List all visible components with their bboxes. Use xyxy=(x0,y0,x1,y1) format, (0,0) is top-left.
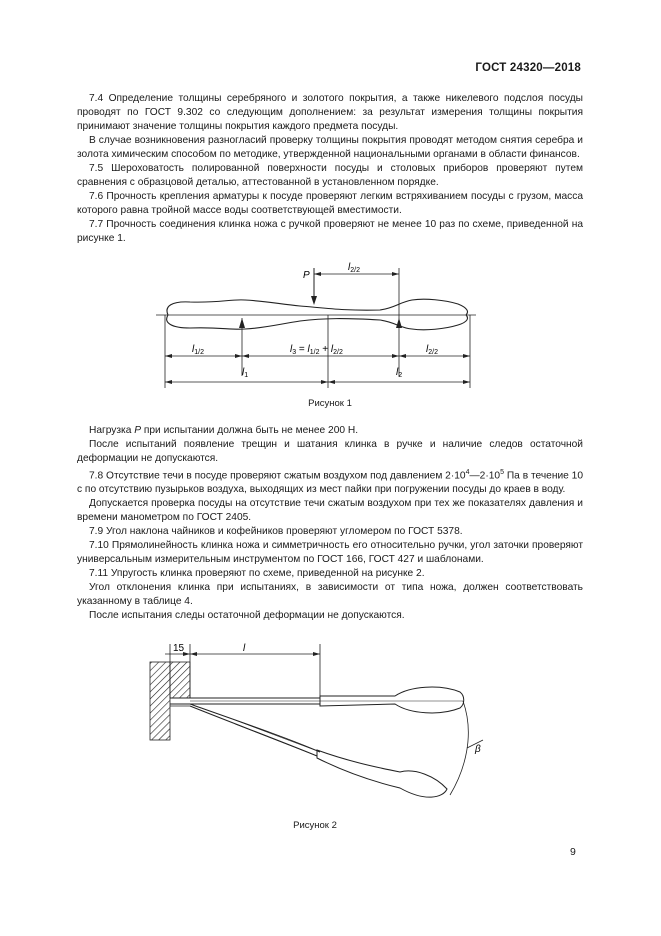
dim-clamp-label: 15 xyxy=(173,643,185,654)
dim-r1-arrow-f xyxy=(463,354,470,358)
dim-top-arrow-right xyxy=(392,272,399,276)
dim-l1-label: $l_1$ xyxy=(242,367,249,379)
dim-r1-arrow-a xyxy=(165,354,172,358)
figure-1-knife-load-diagram xyxy=(150,258,480,390)
text-block-section-1 xyxy=(77,92,583,246)
knife-outline-bottom xyxy=(167,315,468,330)
paragraph-no-deformation: После испытания следы остаточной деформации не допускаются. xyxy=(89,610,405,622)
angle-beta-label: β xyxy=(475,744,481,755)
load-arrowhead xyxy=(311,296,317,305)
dim-r1-arrow-b xyxy=(235,354,242,358)
figure-2-blade-elasticity-diagram xyxy=(145,640,495,815)
paragraph-7-8: 7.8 Отсутствие течи в посуде проверяют сжатым воздухом под давлением $2\cdot 10^4—2\cdot 10^5$ Па в течение 10 с по отсутствию пузырьков воздуха, выходящих из мест пайки при погружении посуды до краев в воду. xyxy=(77,469,583,496)
support-left xyxy=(239,318,245,328)
paragraph-7-4: 7.4 Определение толщины серебряного и золотого покрытия, а также никелевого подслоя посуды проводят по ГОСТ 9.302 со следующим дополнением: за результат измерения толщины покрытия принимают значение толщины покрытия каждого предмета посуды. xyxy=(77,93,583,132)
dim-arrow-l-left xyxy=(190,652,197,656)
deflected-blade xyxy=(190,704,320,756)
deflected-handle xyxy=(317,750,447,797)
paragraph-7-4-disputes: В случае возникновения разногласий проверку толщины покрытия проводят методом снятия серебра и золота химическим способом по методике, утвержденной национальными органами в области финансов. xyxy=(77,135,583,160)
document-code-header: ГОСТ 24320—2018 xyxy=(475,62,581,74)
paragraph-7-9: 7.9 Угол наклона чайников и кофейников проверяют угломером по ГОСТ 5378. xyxy=(89,526,463,538)
dim-l2-label: $l_2$ xyxy=(396,367,403,379)
dim-r2-arrow-a xyxy=(165,380,172,384)
paragraph-after-tests: После испытаний появление трещин и шатания клинка в ручке и наличие следов остаточной деформации не допускаются. xyxy=(77,439,583,464)
deflected-blade-hatch-2 xyxy=(235,724,317,756)
paragraph-7-11: 7.11 Упругость клинка проверяют по схеме, приведенной на рисунке 2. xyxy=(89,568,425,580)
paragraph-7-8-alt: Допускается проверка посуды на отсутствие течи сжатым воздухом при тех же показателях давления и времени манометром по ГОСТ 2405. xyxy=(77,498,583,524)
figure-1-caption: Рисунок 1 xyxy=(308,398,352,409)
dim-r2-arrow-c xyxy=(328,380,335,384)
dim-right-half-label: $l_{2/2}$ xyxy=(426,344,438,356)
deflected-blade-hatch-1 xyxy=(235,720,320,752)
support-right xyxy=(396,318,402,328)
dim-r2-arrow-b xyxy=(321,380,328,384)
dim-arrow-l-right xyxy=(313,652,320,656)
paragraph-7-6: 7.6 Прочность крепления арматуры к посуде проверяют легким встряхиванием посуды с грузом, масса которого равна тройной массе воды соответствующей вместимости. xyxy=(77,191,583,216)
wall-hatched xyxy=(150,662,170,740)
paragraph-7-7: 7.7 Прочность соединения клинка ножа с ручкой проверяют не менее 10 раз по схеме, приведенной на рисунке 1. xyxy=(77,219,583,244)
clamp-hatched xyxy=(170,662,190,698)
page-number: 9 xyxy=(570,846,576,858)
dim-r1-arrow-e xyxy=(399,354,406,358)
text-block-section-2 xyxy=(77,424,583,623)
dim-top-label: $l_{2/2}$ xyxy=(348,262,360,274)
dim-top-arrow-left xyxy=(314,272,321,276)
load-label-p: P xyxy=(303,270,310,281)
paragraph-7-5: 7.5 Шероховатость полированной поверхности посуды и столовых приборов проверяют путем сравнения с образцовой деталью, аттестованной в установленном порядке. xyxy=(77,163,583,188)
figure-2-caption: Рисунок 2 xyxy=(293,820,337,831)
paragraph-load-requirement: Нагрузка P при испытании должна быть не менее 200 Н. xyxy=(89,425,359,436)
dim-r2-arrow-d xyxy=(463,380,470,384)
paragraph-angle-deviation: Угол отклонения клинка при испытаниях, в зависимости от типа ножа, должен соответствовать указанному в таблице 4. xyxy=(77,582,583,608)
dim-left-half-label: $l_{1/2}$ xyxy=(192,344,204,356)
dim-r1-arrow-c xyxy=(242,354,249,358)
dim-length-label: l xyxy=(243,643,246,654)
dim-r1-arrow-d xyxy=(392,354,399,358)
paragraph-7-10: 7.10 Прямолинейность клинка ножа и симметричность его относительно ручки, угол заточки проверяют универсальным измерительным инструментом по ГОСТ 166, ГОСТ 427 и шаблонами. xyxy=(77,540,583,566)
dim-formula-label: $l_3 = l_{1/2} + l_{2/2}$ xyxy=(290,344,343,356)
straight-handle xyxy=(320,687,464,713)
knife-outline-top xyxy=(167,299,467,315)
angle-arc xyxy=(450,701,468,795)
